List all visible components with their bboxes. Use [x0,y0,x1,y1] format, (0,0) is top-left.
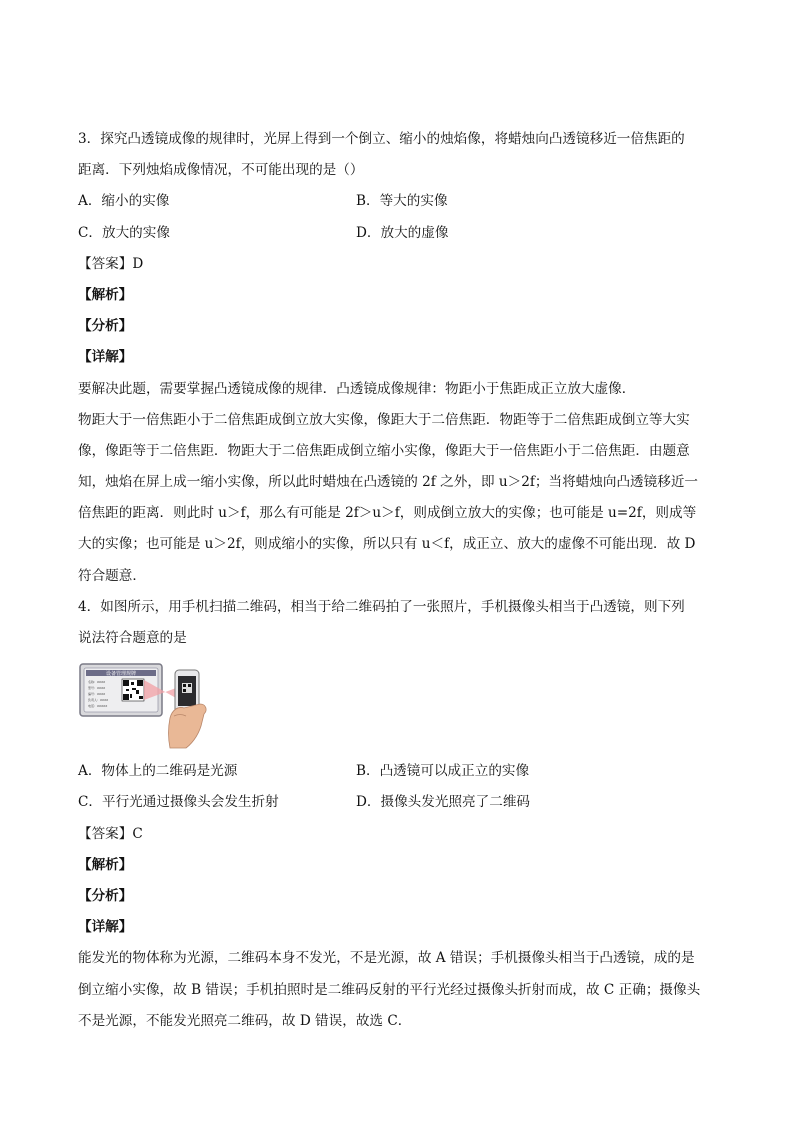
question-3 [78,124,718,592]
question-3-stem-line-2: 距离．下列烛焰成像情况，不可能出现的是（） [78,162,364,179]
question-4 [78,592,718,1037]
sign-row-3: 编号：XXXX [88,692,106,697]
document-page [78,124,718,1037]
question-4-option-d: D．摄像头发光照亮了二维码 [356,794,531,811]
question-4-options-row-1 [78,756,718,787]
question-3-explanation-line-5: 倍焦距的距离．则此时 u＞f，那么有可能是 2f＞u＞f，则成倒立放大的实像；也可能是 u=2f，则成等 [78,505,697,522]
phone-scanning-qr-illustration [78,658,228,750]
qr-scan-figure [78,658,718,750]
question-4-detail-heading: 【详解】 [78,919,133,936]
question-3-fenxi-heading: 【分析】 [78,318,133,335]
question-4-stem-line-1: 4．如图所示，用手机扫描二维码，相当于给二维码拍了一张照片，手机摄像头相当于凸透镜，则下列 [78,598,685,615]
question-4-answer: 【答案】C [78,825,143,842]
question-4-stem-line-2: 说法符合题意的是 [78,630,187,646]
sign-row-5: 电话：XXXXX [88,704,108,709]
qr-code-icon [122,679,144,701]
question-4-option-b: B．凸透镜可以成正立的实像 [356,763,530,780]
hand-icon [169,704,207,748]
question-3-explanation-line-3: 像，像距等于二倍焦距．物距大于二倍焦距成倒立缩小实像，像距大于一倍焦距小于二倍焦距．由题意 [78,442,690,459]
question-4-options-row-2 [78,787,718,818]
question-3-stem-line-1: 3．探究凸透镜成像的规律时，光屏上得到一个倒立、缩小的烛焰像，将蜡烛向凸透镜移近一倍焦距的 [78,131,685,147]
question-3-options-row-2 [78,218,718,249]
question-3-explanation-line-6: 大的实像；也可能是 u＞2f，则成缩小的实像，所以只有 u＜f，成正立、放大的虚像不可能出现．故 D [78,536,696,553]
question-3-explanation-line-2: 物距大于一倍焦距小于二倍焦距成倒立放大实像，像距大于二倍焦距．物距等于二倍焦距成倒立等大实 [78,411,690,428]
question-4-explanation-line-1: 能发光的物体称为光源，二维码本身不发光，不是光源，故 A 错误；手机摄像头相当于凸透镜，成的是 [78,950,695,967]
question-3-option-b: B．等大的实像 [356,193,448,210]
question-3-option-a: A．缩小的实像 [78,193,170,210]
sign-row-4: 负责人：XXXX [88,698,109,703]
question-3-analysis-heading: 【解析】 [78,286,133,303]
question-3-options-row-1 [78,186,718,217]
question-4-explanation-line-2: 倒立缩小实像，故 B 错误；手机拍照时是二维码反射的平行光经过摄像头折射而成，故 C 正确；摄像头 [78,981,701,998]
question-3-explanation-line-1: 要解决此题，需要掌握凸透镜成像的规律．凸透镜成像规律：物距小于焦距成正立放大虚像． [78,380,636,397]
question-3-explanation-line-4: 知，烛焰在屏上成一缩小实像，所以此时蜡烛在凸透镜的 2f 之外，即 u＞2f；当将蜡烛向凸透镜移近一 [78,474,699,491]
sign-row-2: 型号：XXXX [88,686,106,691]
question-4-option-a: A．物体上的二维码是光源 [78,763,238,780]
question-3-option-d: D．放大的虚像 [356,224,449,241]
question-4-explanation-line-3: 不是光源，不能发光照亮二维码，故 D 错误，故选 C． [78,1012,412,1029]
question-3-answer: 【答案】D [78,255,144,272]
question-4-analysis-heading: 【解析】 [78,856,133,873]
question-4-fenxi-heading: 【分析】 [78,887,133,904]
sign-title: 设备管理规牌 [105,671,137,678]
question-3-detail-heading: 【详解】 [78,349,133,366]
question-3-option-c: C．放大的实像 [78,224,170,241]
question-4-option-c: C．平行光通过摄像头会发生折射 [78,794,279,811]
question-3-explanation-line-7: 符合题意． [78,567,146,584]
sign-row-1: 名称：XXXX [88,680,106,685]
